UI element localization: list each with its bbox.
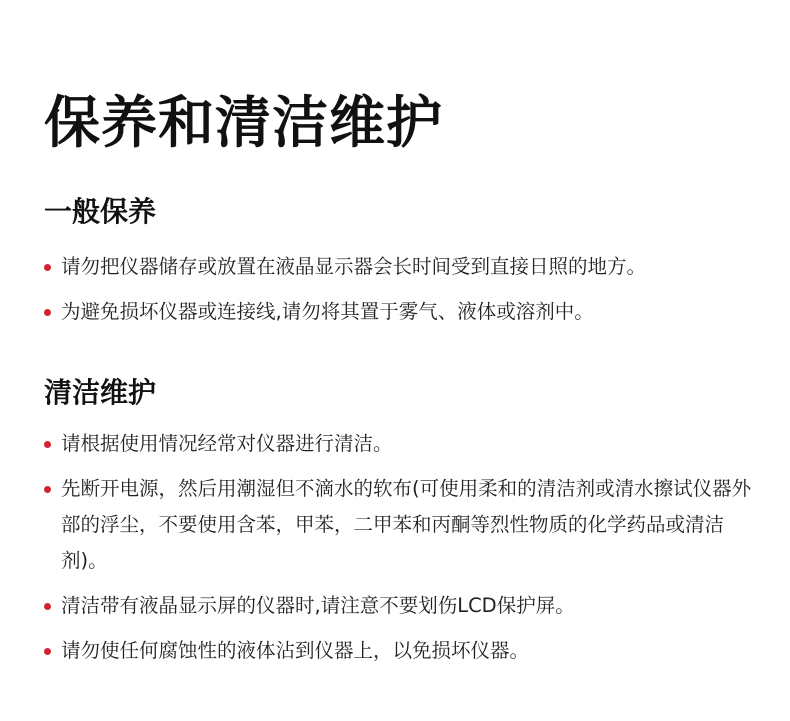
page-title: 保养和清洁维护 [44, 91, 443, 156]
list-item-text: 清洁带有液晶显示屏的仪器时,请注意不要划伤LCD保护屏。 [61, 594, 575, 617]
list-item-text: 请勿使任何腐蚀性的液体沾到仪器上，以免损坏仪器。 [61, 639, 530, 662]
list-item-text: 请根据使用情况经常对仪器进行清洁。 [61, 432, 393, 455]
cleaning-list [44, 426, 764, 669]
list-item-text: 请勿把仪器储存或放置在液晶显示器会长时间受到直接日照的地方。 [61, 255, 647, 278]
list-item [44, 471, 764, 579]
bullet-dot-icon [44, 486, 51, 493]
bullet-dot-icon [44, 648, 51, 655]
list-item [44, 249, 764, 285]
list-item [44, 588, 764, 624]
bullet-dot-icon [44, 309, 51, 316]
list-item [44, 633, 764, 669]
section-heading-cleaning: 清洁维护 [44, 376, 157, 409]
general-care-list [44, 249, 764, 330]
bullet-dot-icon [44, 603, 51, 610]
bullet-dot-icon [44, 264, 51, 271]
bullet-dot-icon [44, 441, 51, 448]
section-heading-general-care: 一般保养 [44, 195, 157, 228]
list-item [44, 294, 764, 330]
list-item-text: 先断开电源，然后用潮湿但不滴水的软布(可使用柔和的清洁剂或清水擦试仪器外部的浮尘，不要使用含苯，甲苯，二甲苯和丙酮等烈性物质的化学药品或清洁剂)。 [61, 477, 752, 572]
list-item-text: 为避免损坏仪器或连接线,请勿将其置于雾气、液体或溶剂中。 [61, 300, 594, 323]
list-item [44, 426, 764, 462]
